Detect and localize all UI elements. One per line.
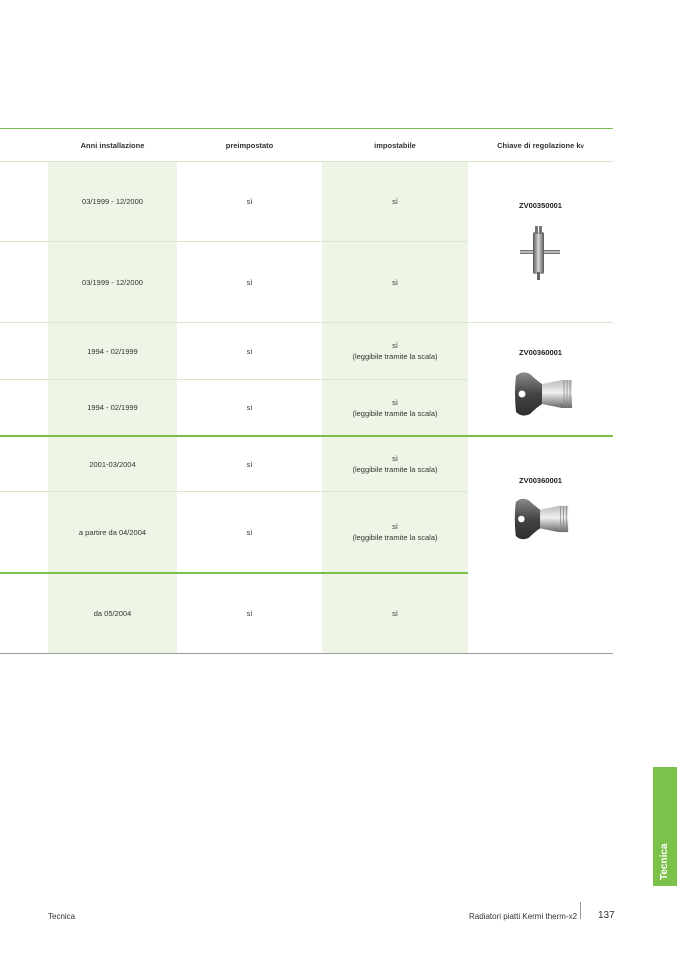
header-impostabile: impostabile bbox=[374, 140, 416, 150]
cell-impostabile: sì (leggibile tramite la scala) bbox=[352, 397, 438, 418]
cell-anni: 03/1999 - 12/2000 bbox=[82, 277, 143, 287]
cell-anni: da 05/2004 bbox=[93, 609, 132, 618]
cell-anni: 03/1999 - 12/2000 bbox=[82, 197, 143, 206]
cell-impostabile: sì bbox=[392, 277, 398, 287]
radiator-key-icon bbox=[512, 370, 574, 418]
cross-key-icon bbox=[518, 226, 562, 280]
cell-impostabile: sì (leggibile tramite la scala) bbox=[352, 522, 438, 542]
cell-preimpostato: sì bbox=[246, 403, 253, 412]
section-tab-label: Tecnica bbox=[659, 843, 670, 880]
cell-preimpostato: sì bbox=[246, 346, 253, 356]
radiator-key-icon bbox=[512, 495, 570, 543]
header-preimpostato: preimpostato bbox=[225, 140, 274, 150]
header-anni: Anni installazione bbox=[80, 140, 145, 150]
cell-preimpostato: sì bbox=[246, 609, 253, 618]
table-bottom-rule bbox=[0, 653, 613, 654]
cell-impostabile: sì (leggibile tramite la scala) bbox=[352, 454, 438, 474]
header-chiave: Chiave di regolazione k $_v$ bbox=[497, 140, 584, 150]
page-number: 137 bbox=[598, 910, 615, 921]
key-code: ZV00360001 bbox=[519, 476, 562, 485]
cell-anni: 2001-03/2004 bbox=[89, 459, 136, 469]
cell-impostabile: sì bbox=[392, 197, 398, 206]
cell-preimpostato: sì bbox=[246, 527, 253, 537]
footer-separator bbox=[580, 902, 581, 919]
key-code: ZV00350001 bbox=[519, 201, 562, 210]
cell-preimpostato: sì bbox=[246, 277, 253, 287]
cell-anni: 1994 - 02/1999 bbox=[87, 346, 138, 356]
section-tab[interactable] bbox=[653, 767, 677, 886]
cell-anni: 1994 - 02/1999 bbox=[87, 403, 138, 412]
cell-impostabile: sì (leggibile tramite la scala) bbox=[352, 341, 438, 361]
cell-anni: a partire da 04/2004 bbox=[78, 527, 147, 537]
footer-title: Radiatori piatti Kermi therm-x2 bbox=[469, 912, 578, 921]
footer-section: Tecnica bbox=[48, 912, 76, 921]
key-code: ZV00360001 bbox=[519, 348, 562, 357]
cell-preimpostato: sì bbox=[246, 459, 253, 469]
cell-preimpostato: sì bbox=[246, 197, 253, 206]
cell-impostabile: sì bbox=[392, 609, 398, 618]
